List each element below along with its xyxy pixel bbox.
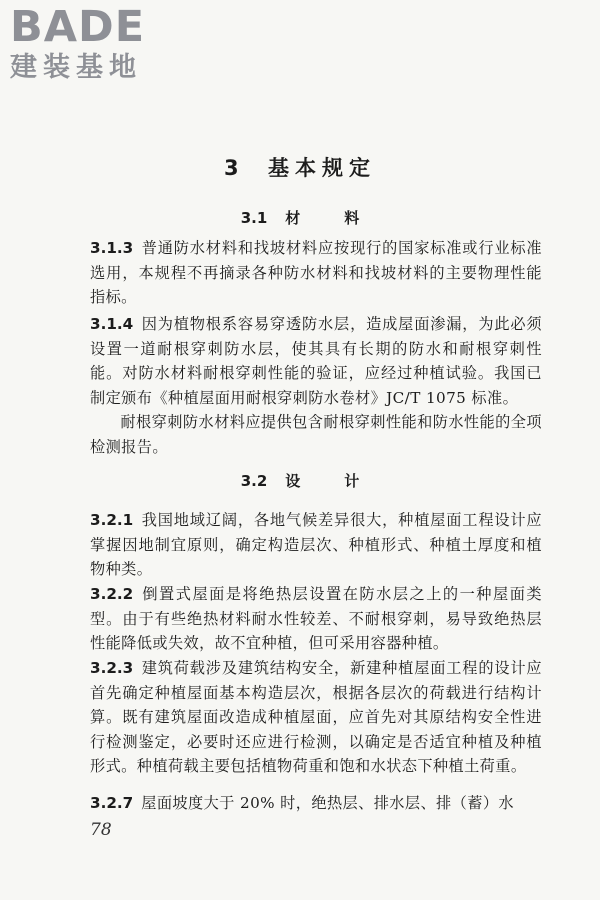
paragraph-text: 耐根穿刺防水材料应提供包含耐根穿刺性能和防水性能的全项检测报告。 xyxy=(90,413,542,456)
clause-3-1-4 xyxy=(90,312,542,410)
clause-3-2-2 xyxy=(90,582,542,656)
clause-number: 3.2.7 xyxy=(90,794,134,812)
chapter-title-text: 基本规定 xyxy=(267,156,376,180)
section-number: 3.1 xyxy=(240,209,268,227)
logo-latin-text: BADE xyxy=(10,2,146,52)
clause-text: 因为植物根系容易穿透防水层，造成屋面渗漏，为此必须设置一道耐根穿刺防水层，使其具有长期的防水和耐根穿刺性能。对防水材料耐根穿刺性能的验证，应经过种植试验。我国已制定颁布《种植屋面用耐根穿刺防水卷材》JC/T 1075 标准。 xyxy=(90,315,542,407)
logo xyxy=(10,2,180,92)
paragraph-test-report xyxy=(90,410,542,459)
logo-chinese-text: 建装基地 xyxy=(10,52,142,83)
clause-text: 屋面坡度大于 20% 时，绝热层、排水层、排（蓄）水 xyxy=(141,794,514,812)
section-title-part: 设 xyxy=(285,472,301,490)
section-title-part: 料 xyxy=(344,209,360,227)
clause-text: 普通防水材料和找坡材料应按现行的国家标准或行业标准选用，本规程不再摘录各种防水材料和找坡材料的主要物理性能指标。 xyxy=(90,239,542,307)
clause-text: 我国地域辽阔，各地气候差异很大，种植屋面工程设计应掌握因地制宜原则，确定构造层次、种植形式、种植土厚度和植物种类。 xyxy=(90,511,542,579)
page-number: 78 xyxy=(90,820,112,840)
section-title-3-1 xyxy=(0,207,600,228)
clause-text: 建筑荷载涉及建筑结构安全，新建种植屋面工程的设计应首先确定种植屋面基本构造层次，根据各层次的荷载进行结构计算。既有建筑屋面改造成种植屋面，应首先对其原结构安全性进行检测鉴定，必要时还应进行检测，以确定是否适宜种植及种植形式。种植荷载主要包括植物荷重和饱和水状态下种植土荷重。 xyxy=(90,659,542,776)
clause-3-2-1 xyxy=(90,508,542,582)
clause-number: 3.1.4 xyxy=(90,315,134,333)
clause-3-1-3 xyxy=(90,236,542,310)
clause-number: 3.2.1 xyxy=(90,511,134,529)
section-number: 3.2 xyxy=(240,472,268,490)
clause-3-2-3 xyxy=(90,656,542,779)
chapter-number: 3 xyxy=(224,156,245,180)
clause-number: 3.2.2 xyxy=(90,585,134,603)
section-title-3-2 xyxy=(0,470,600,491)
clause-number: 3.1.3 xyxy=(90,239,134,257)
chapter-title xyxy=(0,152,600,182)
clause-number: 3.2.3 xyxy=(90,659,134,677)
clause-3-2-7 xyxy=(90,791,542,816)
clause-text: 倒置式屋面是将绝热层设置在防水层之上的一种屋面类型。由于有些绝热材料耐水性较差、不耐根穿刺，易导致绝热层性能降低或失效，故不宜种植，但可采用容器种植。 xyxy=(90,585,542,653)
section-title-part: 材 xyxy=(285,209,301,227)
section-title-part: 计 xyxy=(344,472,360,490)
